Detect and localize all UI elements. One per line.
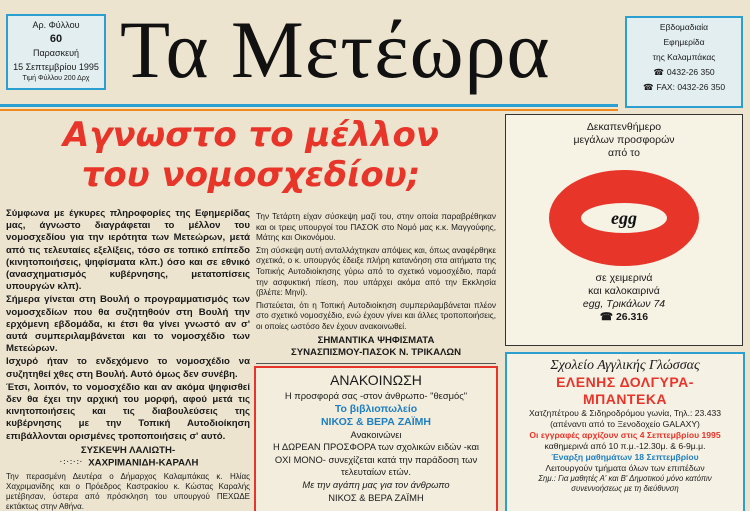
subheading-row xyxy=(6,457,250,470)
school-title: Σχολείο Αγγλικής Γλώσσας xyxy=(550,358,700,373)
issue-weekday: Παρασκευή xyxy=(32,48,80,58)
issue-info-box xyxy=(6,14,106,90)
article-paragraph: Σύμφωνα με έγκυρες πληροφορίες της Εφημερίδας μας, άγνωστο διαγράφεται το μέλλον του νομοσχεδίου για την ιερότητα των Μετεώρων, μετά από τις τελευταίες εξελίξεις, τόσο σε τοπικό επίπεδο (κινητοποιήσεις, ψηφίσματα κλπ.) όσο και σε εθνικό (ανασχηματισμός κυβέρνησης, μετατοπίσεις υπουργών κλπ). xyxy=(6,208,250,293)
ad-line: μεγάλων προσφορών xyxy=(573,134,675,146)
masthead-rule-orange xyxy=(0,109,618,111)
issue-label: Αρ. Φύλλου xyxy=(32,20,80,30)
subheading-resolutions xyxy=(256,335,496,359)
announcement-line: Ανακοινώνει xyxy=(350,428,402,440)
info-fax: FAX: 0432-26 350 xyxy=(656,82,726,92)
announcement-line: ΝΙΚΟΣ & ΒΕΡΑ ΖΑΪΜΗ xyxy=(320,415,432,428)
masthead-rule-blue xyxy=(0,104,618,107)
article-paragraph: Ισχυρό ήταν το ενδεχόμενο το νομοσχέδιο να συζητηθεί χθες στη Βουλή. Αυτό όμως δεν συνέβη. xyxy=(6,356,250,380)
announcement-line: τελευταίων ετών. xyxy=(341,466,411,478)
phone-icon: ☎ xyxy=(653,67,664,77)
school-line: Λειτουργούν τμήματα όλων των επιπέδων xyxy=(545,463,705,473)
phone-icon: ☎ xyxy=(599,311,614,323)
subheading-meeting xyxy=(6,445,250,470)
ad-line: και καλοκαιρινά xyxy=(588,285,660,297)
ad-phone: 26.316 xyxy=(615,311,649,323)
headline-line-1: Αγνωστο το μέλλον xyxy=(63,115,439,155)
info-phone: 0432-26 350 xyxy=(666,67,715,77)
school-advertisement xyxy=(505,352,745,511)
announcement-line: ΝΙΚΟΣ & ΒΕΡΑ ΖΑΪΜΗ xyxy=(328,491,424,503)
school-note: Σημ.: Για μαθητές Α' και Β' Δημοτικού μόνο κατόπιν xyxy=(538,474,712,483)
announcement-title: ΑΝΑΚΟΙΝΩΣΗ xyxy=(330,372,422,388)
info-line-2: Εφημερίδα xyxy=(663,37,705,47)
subheading-line-1: ΣΥΣΚΕΨΗ ΛΑΛΙΩΤΗ- xyxy=(80,444,176,456)
ad-line: egg, Τρικάλων 74 xyxy=(582,298,666,310)
announcement-line: Η προσφορά σας -στον άνθρωπο- "θεσμός" xyxy=(284,390,468,401)
main-headline xyxy=(6,115,496,195)
dots-ornament-icon: ·:·:·:· xyxy=(59,459,84,467)
school-line: (απέναντι από το Ξενοδοχείο GALAXY) xyxy=(550,419,700,429)
ad-line: Δεκαπενθήμερο xyxy=(586,121,662,133)
announcement-line: Το βιβλιοπωλείο xyxy=(334,402,418,415)
egg-advertisement xyxy=(505,114,743,346)
announcement-line: Με την αγάπη μας για τον άνθρωπο xyxy=(302,478,450,490)
egg-logo xyxy=(549,170,699,266)
school-name-line-2: ΜΠΑΝΤΕΚΑ xyxy=(582,391,668,407)
article-paragraph: Στη σύσκεψη αυτή ανταλλάχτηκαν απόψεις και, όπως αναφέρθηκε σχετικά, ο κ. υπουργός έδειξε πλήρη κατανόηση στα αιτήματα της Τοπικής Αυτοδιοίκησης γύρω από το σχετικό νομοσχέδιο, παρά την ασφυκτική πίεση, που υπάρχει ακόμα από την Εκκλησία (βλέπε: Μηνί). xyxy=(256,245,496,298)
school-note: συνεννοήσεως με τη διεύθυνση xyxy=(571,484,679,493)
subheading-line-1: ΣΗΜΑΝΤΙΚΑ ΨΗΦΙΣΜΑΤΑ xyxy=(317,334,435,346)
headline-line-2: του νομοσχεδίου; xyxy=(81,155,421,195)
info-fax-row xyxy=(627,80,741,95)
school-name-line-1: ΕΛΕΝΗΣ ΔΟΛΓΥΡΑ- xyxy=(556,374,694,390)
ad-line: από το xyxy=(608,147,640,159)
subheading-line-2: ΣΥΝΑΣΠΙΣΜΟΥ-ΠΑΣΟΚ Ν. ΤΡΙΚΑΛΩΝ xyxy=(290,346,462,358)
article-paragraph: Έτσι, λοιπόν, το νομοσχέδιο και αν ακόμα ψηφισθεί δεν θα έχει την αρχική του μορφή, αφού μετά τις κινητοποιήσεις και τις διαβουλεύσεις της κυβέρνησης με την Τοπική Αυτοδιοίκηση επιβάλλονται ορισμένες τροποποιήσεις σ' αυτό. xyxy=(6,381,250,442)
article-column-1 xyxy=(6,208,250,511)
announcement-line: Η ΔΩΡΕΑΝ ΠΡΟΣΦΟΡΑ των σχολικών ειδών -και xyxy=(273,441,479,453)
article-paragraph: Την περασμένη Δευτέρα ο Δήμαρχος Καλαμπάκας κ. Ηλίας Χαχριμανίδης και ο Πρόεδρος Καστρακίου κ. Κώστας Καραλής μετέβησαν, ύστερα από πρόσκληση του υπουργού ΠΕΧΩΔΕ εκτάκτως στην Αθήνα. xyxy=(6,471,250,511)
article-column-2 xyxy=(256,212,496,376)
fax-icon: ☎ xyxy=(642,82,654,92)
article-paragraph: Πιστεύεται, ότι η Τοπική Αυτοδιοίκηση συμπεριλαμβάνεται πλέον στο σχετικό νομοσχέδιο, ενώ έχουν γίνει και άλλες τροποποιήσεις, οι οποίες ωστόσο δεν έχουν ανακοινωθεί. xyxy=(256,300,496,331)
announcement-line: ΟΧΙ ΜΟΝΟ- συνεχίζεται κατά την παράδοση των xyxy=(274,453,478,465)
school-line: καθημερινά από 10 π.μ.-12.30μ. & 6-9μ.μ. xyxy=(544,441,706,451)
announcement-box xyxy=(254,366,498,511)
masthead-title: Τα Μετέωρα xyxy=(120,4,551,95)
egg-logo-text: egg xyxy=(581,203,667,233)
info-phone-row xyxy=(627,65,741,80)
issue-price: Τιμή Φύλλου 200 Δρχ xyxy=(22,75,90,82)
ad-phone-row xyxy=(506,311,742,324)
article-paragraph: Σήμερα γίνεται στη Βουλή ο προγραμματισμός των νομοσχεδίων που θα συζητηθούν στη Βουλή την ερχόμενη εβδομάδα, κι έτσι θα γίνει γνωστό αν σ' αυτά συμπεριλαμβάνεται και το νομοσχέδιο των Μετεώρων. xyxy=(6,294,250,355)
school-line: Έναρξη μαθημάτων 18 Σεπτεμβρίου xyxy=(551,452,699,462)
school-line: Οι εγγραφές αρχίζουν στις 4 Σεπτεμβρίου 1995 xyxy=(529,430,721,440)
school-line: Χατζηπέτρου & Σιδηροδρόμου γωνία, Τηλ.: 23.433 xyxy=(528,408,722,418)
info-line-1: Εβδομαδιαία xyxy=(659,22,709,32)
issue-date: 15 Σεπτεμβρίου 1995 xyxy=(13,62,99,72)
issue-number: 60 xyxy=(49,33,63,45)
ad-line: σε χειμερινά xyxy=(595,272,653,284)
subheading-line-2: ΧΑΧΡΙΜΑΝΙΔΗ-ΚΑΡΑΛΗ xyxy=(88,457,199,469)
info-line-3: της Καλαμπάκας xyxy=(652,52,716,62)
publication-info-box xyxy=(625,16,743,108)
article-paragraph: Την Τετάρτη είχαν σύσκεψη μαζί του, στην οποία παραβρέθηκαν και οι τρεις υπουργοί του ΠΑΣΟΚ στο Νομό μας κ.κ. Μαγγούφης, Μάτης και Οικονόμου. xyxy=(256,212,496,243)
